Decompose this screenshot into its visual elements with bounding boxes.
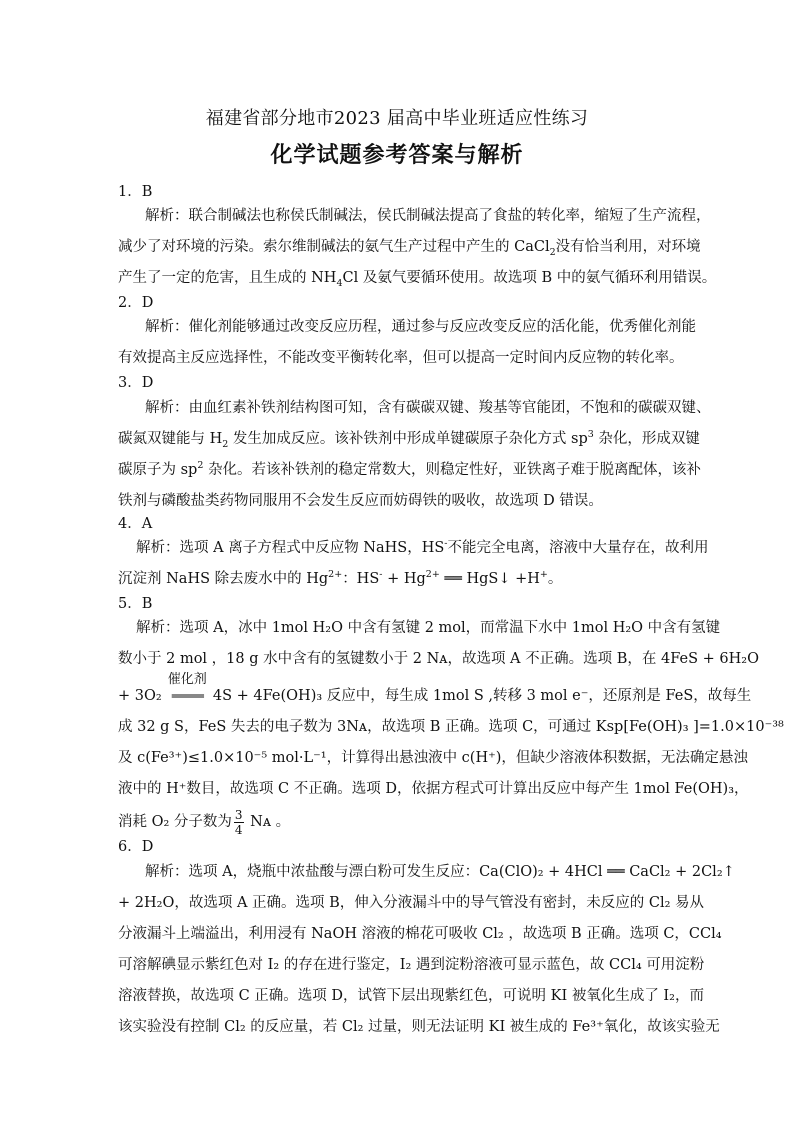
text-line: 解析：催化剂能够通过改变反应历程，通过参与反应改变反应的活化能，优秀催化剂能: [145, 319, 696, 335]
text-line: + 3O₂ 催化剂 ═════ 4S + 4Fe(OH)₃ 反应中，每生成 1mol S ,转移 3 mol e⁻，还原剂是 FeS，故每生: [118, 681, 686, 712]
text-line: 铁剂与磷酸盐类药物同服用不会发生反应而妨碍铁的吸收，故选项 D 错误。: [118, 493, 603, 509]
text-line: 碳氮双键能与 $H_2$ 发生加成反应。该补铁剂中形成单键碳原子杂化方式 $sp^3$ 杂化，形成双键: [118, 429, 700, 450]
text-line: 沉淀剂 NaHS 除去废水中的 $Hg^{2+}$：$HS^- + Hg^{2+}$ ══ HgS↓ +H+。: [118, 569, 563, 587]
text-line: 消耗 O₂ 分子数为 $\frac{3}{4}$ Nᴀ 。: [118, 807, 291, 837]
text-line: 成 32 g S，FeS 失去的电子数为 3Nᴀ，故选项 B 正确。选项 C，可通过 Ksp[Fe(OH)₃ ]=1.0×10⁻³⁸: [118, 719, 784, 735]
answer-explanation-4: [118, 533, 709, 595]
question-number-2: 2．D: [118, 295, 154, 311]
question-number-1: 1．B: [118, 184, 153, 200]
answer-explanation-6: [118, 857, 735, 1043]
text-line: 解析：由血红素补铁剂结构图可知，含有碳碳双键、羧基等官能团，不饱和的碳碳双键、: [145, 400, 711, 416]
document-title: 福建省部分地市2023 届高中毕业班适应性练习: [205, 108, 589, 129]
question-number-5: 5．B: [118, 596, 153, 612]
text-line: 解析：选项 A，冰中 1mol H₂O 中含有氢键 2 mol，而常温下水中 1mol H₂O 中含有氢键: [136, 620, 721, 636]
document-subtitle: 化学试题参考答案与解析: [270, 143, 524, 168]
catalyst-label: 催化剂: [167, 672, 207, 687]
text-line: 分液漏斗上端溢出，利用浸有 NaOH 溶液的棉花可吸收 Cl₂ ，故选项 B 正确。选项 C，CCl₄: [118, 926, 722, 942]
answer-explanation-1: [118, 201, 717, 294]
answer-explanation-3: [118, 393, 711, 517]
text-line: 解析：选项 A，烧瓶中浓盐酸与漂白粉可发生反应：Ca(ClO)₂ + 4HCl ══ CaCl₂ + 2Cl₂↑: [145, 864, 735, 880]
text-line: 碳原子为 $sp^2$ 杂化。若该补铁剂的稳定常数大，则稳定性好，亚铁离子难于脱离配体，该补: [118, 460, 701, 478]
question-number-3: 3．D: [118, 375, 154, 391]
text-line: 减少了对环境的污染。索尔维制碱法的氨气生产过程中产生的 CaCl$_2$没有恰当利用，对环境: [118, 239, 701, 258]
text-line: 有效提高主反应选择性，不能改变平衡转化率，但可以提高一定时间内反应物的转化率。: [118, 350, 684, 366]
text-line: 产生了一定的危害，且生成的 $NH_4Cl$ 及氨气要循环使用。故选项 B 中的氨气循环利用错误。: [118, 270, 717, 289]
catalyst-equal-sign: 催化剂 ═════: [166, 681, 208, 712]
text-line: 解析：联合制碱法也称侯氏制碱法，侯氏制碱法提高了食盐的转化率，缩短了生产流程，: [145, 208, 711, 224]
text-line: + 2H₂O，故选项 A 正确。选项 B，伸入分液漏斗中的导气管没有密封，未反应的 Cl₂ 易从: [118, 895, 705, 911]
text-line: 数小于 2 mol ，18 g 水中含有的氢键数小于 2 Nᴀ，故选项 A 不正确。选项 B，在 4FeS + 6H₂O: [118, 651, 759, 667]
text-line: 溶液替换，故选项 C 正确。选项 D，试管下层出现紫红色，可说明 KI 被氧化生成了 I₂，而: [118, 988, 704, 1004]
text-line: 液中的 H⁺数目，故选项 C 不正确。选项 D，依据方程式可计算出反应中每产生 1mol Fe(OH)₃，: [118, 781, 749, 797]
fraction: $\frac{3}{4}$: [234, 807, 243, 837]
text-line: 该实验没有控制 Cl₂ 的反应量，若 Cl₂ 过量，则无法证明 KI 被生成的 Fe³⁺氧化，故该实验无: [118, 1019, 720, 1035]
text-line: 可溶解碘显示紫红色对 I₂ 的存在进行鉴定，I₂ 遇到淀粉溶液可显示蓝色，故 CCl₄ 可用淀粉: [118, 957, 705, 973]
text-line: 解析：选项 A 离子方程式中反应物 NaHS，HS-不能完全电离，溶液中大量存在，故利用: [136, 538, 709, 556]
question-number-4: 4．A: [118, 516, 153, 532]
text-line: 及 c(Fe³⁺)≤1.0×10⁻⁵ mol·L⁻¹，计算得出悬浊液中 c(H⁺)，但缺少溶液体积数据，无法确定悬浊: [118, 750, 748, 766]
answer-explanation-5: [118, 613, 784, 838]
question-number-6: 6．D: [118, 839, 154, 855]
answer-explanation-2: [118, 312, 696, 374]
